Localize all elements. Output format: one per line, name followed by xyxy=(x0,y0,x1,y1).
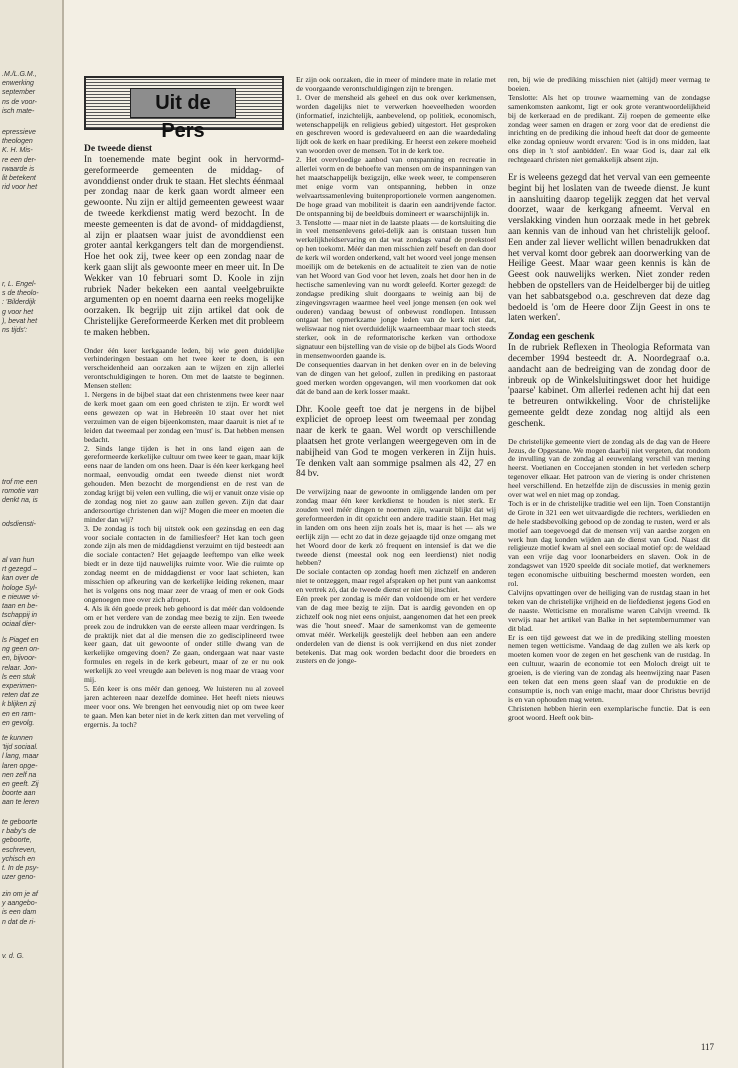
margin-fragment: ls Piaget en ng geen on- en, bijvoor- relaar. Jon- ls een stuk experimen- reten dat ze k blijken zij en en ram- en gevolg. xyxy=(2,637,40,727)
paragraph: 2. Sinds lange tijden is het in ons land eigen aan de gereformeerde kerkelijke cultuur om twee keer te gaan, maar kijk eens naar de landen om ons heen. Daar is één keer kerkgang heel normaal, eenvoudig omdat een tweede dienst niet wordt gehouden. Men bezocht de morgendienst en de rest van de zondag krijgt bij velen een vulling, die wij er vanuit onze visie op de zondag nog niet zo gauw aan zullen geven. Zijn dat daar andersoortige christenen dan wij? Mogen die meer en moeten die minder dan wij? xyxy=(84,443,284,524)
article-heading: Zondag een geschenk xyxy=(508,332,595,343)
paragraph: Tenslotte: Als het op trouwe waarneming van de zondagse samenkomsten aankomt, ligt er ook grote verantwoordelijkheid bij de kerkeraad en de predikant. Zij roepen de gemeente elke zondag weer samen en dragen er zorg voor dat de eredienst die inrichting en de prediking die inhoud heeft dat door de gemeente elke zondag opnieuw wordt ervaren: 'God is in ons midden, laat ons diep in 't stof aanbidden'. En waar God is, daar zal elk rechtgeaard christen niet gemakkelijk absent zijn. xyxy=(508,92,710,165)
paragraph: Er zijn ook oorzaken, die in meer of mindere mate in relatie met de voorgaande verontschuldigingen zijn te brengen. xyxy=(296,76,496,93)
paragraph-large: In de rubriek Reflexen in Theologia Reformata van december 1994 besteedt dr. A. Noordegraaf o.a. aandacht aan de bedreiging van de zondag door de inbreuk op de Winkelsluitingswet door het huidige 'paarse' kabinet. Om allerlei redenen acht hij dat een te betreuren ontwikkeling. Voor de christelijke gemeente geldt deze zondag nog altijd als een geschenk. xyxy=(508,343,710,429)
paragraph: Eén preek per zondag is méér dan voldoende om er het verdere van de dag mee bezig te zijn. Dat is aardig gevonden en op zichzelf ook nog niet eens onjuist, aangenomen dat het een preek was die 'hout sneed'. Maar de samenkomst van de gemeente omvat méér. Werkelijk geestelijk deel hebben aan een andere onderdelen van de dienst is ook verrijkend en dus niet zonder betekenis. Dat mag ook worden bedacht door die broeders en zusters en de jonge- xyxy=(296,594,496,666)
paragraph: 3. Tenslotte — maar niet in de laatste plaats — de kortsluiting die in veel mensenlevens gelei-delijk aan is ontstaan tussen hun werkelijkheidservaring en dat wat zondags vanaf de preekstoel op hen toekomt. Méér dan men misschien zelf beseft en dan door de kerk wil worden onderkend, valt het woord veel jonge mensen moeilijk om de betekenis en de actualiteit te zien van de notie van het Woord van God voor het leven, zoals het door hen in de hectische samenleving van nu wordt geleefd. Korter gezegd: de zondagse prediking sluit doorgaans te weinig aan bij de zingevingsvragen waarmee heel veel jonge mensen (en ook wel ouderen) vandaag bewust of onbewust rondlopen. Intussen ontgaat het opmerkzame jonge leden van de kerk niet dat, weliswaar nog niet overduidelijk waarneembaar maar toch steeds sterker, ook in de reformatorische kerken van orthodoxe signatuur een bijstelling van de visie op de bijbel als Gods Woord in mensenwoorden gaande is. xyxy=(296,217,496,361)
paragraph: De sociale contacten op zondag hoeft men zichzelf en anderen niet te ontzeggen, maar regel afspraken op het punt van aankomst en vertrek zó, dat de tweede dienst er niet bij inschiet. xyxy=(296,567,496,595)
column-1 xyxy=(84,76,284,730)
page-number: 117 xyxy=(700,1042,714,1052)
paragraph: 5. Eén keer is ons méér dan genoeg. We luisteren nu al zoveel jaren achtereen naar dezelfde dominee. Het heeft niets nieuws meer voor ons. We brengen het eenvoudig niet op om twee keer te gaan. Men kan beter niet in de kerk zitten dan met verveling of ergernis. Ja toch? xyxy=(84,683,284,729)
paragraph: Christenen hebben hierin een exemplarische functie. Dat is een groot woord. Heeft ook bin- xyxy=(508,703,710,722)
margin-fragment: te kunnen 'tijd sociaal. l lang, maar laren opge- nen zelf na en geeft. Zij boorte aan aan te leren xyxy=(2,735,39,807)
margin-fragment: odsdiensti- xyxy=(2,521,36,528)
paragraph: Er is een tijd geweest dat we in de prediking stelling moesten nemen tegen wetticisme. Vandaag de dag zullen we als kerk op moeten komen voor de zegen en het geschenk van de rustdag. In een cultuur, waarin de economie tot een Moloch dreigt uit te groeien, is de viering van de zondag als heenwijzing naar Pasen een teken dat een mens geen slaaf van de produktie en de consumptie is, noch van enige macht, maar door Christus bevrijd is en van ophouden mag weten. xyxy=(508,632,710,704)
margin-fragment: r, L. Engel- s de theolo- : 'Bilderdijk g voor het ), bevat het ns tijds': xyxy=(2,281,39,335)
paragraph: Calvijns opvattingen over de heiliging van de rustdag staan in het teken van de christelijke vrijheid en de liefdedienst jegens God en de naaste. Wetticisme en moralisme waren Calvijn vreemd. Ik verwijs naar het artikel van Balke in het septembernummer van dit blad. xyxy=(508,588,710,633)
column-2 xyxy=(296,76,496,666)
column-3 xyxy=(508,76,710,723)
section-header-box xyxy=(84,76,284,142)
paragraph-large: Dhr. Koole geeft toe dat je nergens in de bijbel expliciet de oproep leest om tweemaal per zondag naar de kerk te gaan. Wel wordt op verschillende plaatsen het grote verlangen weergegeven om in de nabijheid van God te mogen verkeren in Zijn huis. Te denken valt aan sommige psalmen als 42, 27 en 84 bv. xyxy=(296,404,496,480)
margin-fragment: al van hun rt gezegd – kan over de hologe Syl- e nieuwe vi- taan en be- tschappij in ociaal dier- xyxy=(2,557,40,629)
paragraph: Onder één keer kerkgaande leden, bij wie geen duidelijke verhinderingen bestaan om het twee keer te doen, is een verscheidenheid aan oorzaken aan te wijzen en zijn allerlei verontschuldigingen te horen. Om met de laatste te beginnen. Mensen stellen: xyxy=(84,345,284,391)
paragraph: De verwijzing naar de gewoonte in omliggende landen om per zondag maar één keer kerkdienst te houden is niet sterk. Er zouden veel méér dingen te noemen zijn, waaruit blijkt dat wij gereformeerden in dit opzicht een andere traditie staan. Het mag in landen om ons heen zijn zoals het is, maar is het — als we eerlijk zijn — echt zo dat in deze gejaagde tijd onze omgang met het Woord door de kerk zó frequent en intensief is dat we die tweede dienst (meestal ook nog een leerdienst) niet nodig hebben? xyxy=(296,487,496,568)
paragraph: 3. De zondag is toch bij uitstek ook een gezinsdag en een dag voor sociale contacten in de familiesfeer? Het kan toch geen zonde zijn als men de middagdienst verzuimt en tijd besteedt aan die sociale contacten? Het gejaagde leeftempo van elke week biedt er in deze tijd nauwelijks ruimte voor. Wie die ruimte op zondag neemt en de middagdienst er voor laat schieten, kan misschien op afkeuring van de kerkelijke leiding rekenen, maar het is volgens ons nog maar zeer de vraag of men er ook Gods ongenoegen mee over zich afroept. xyxy=(84,523,284,604)
paragraph: De consequenties daarvan in het denken over en in de beleving van de dingen van het geloof, zullen in prediking en pastoraat goed merken worden opgevangen, wil men voorkomen dat ook dát de band aan de kerk losser maakt. xyxy=(296,360,496,396)
section-title: Uit de Pers xyxy=(130,88,236,118)
paragraph: De christelijke gemeente viert de zondag als de dag van de Heere Jezus, de Opgestane. We mogen daarbij niet vergeten, dat rondom de invulling van de zondag al eeuwenlang verschil van mening heerst. Voetianen en Coccejanen stonden in het verleden scherp tegenover elkaar. Het patroon van de viering is onder christenen heel verschillend. En hetzelfde zijn de discussies in menig gezin over wat wel en niet mag op zondag. xyxy=(508,436,710,500)
article-intro: In toenemende mate begint ook in hervormd-gereformeerde gemeenten de middag- of avonddienst onder druk te staan. Het slechts éénmaal per zondag naar de kerk gaan wordt almeer een gewoonte. Nu zijn er altijd gemeenten geweest waar de tweede kerkdienst matig werd bezocht. In de meeste gemeenten is dat de avond- of middagdienst, al zijn er plaatsen waar juist de avonddienst een groter aantal kerkgangers telt dan de morgendienst. Hoe het ook zij, twee keer op een zondag naar de kerk gaan slijt als gewoonte meer en meer uit. In De Wekker van 10 februari somt D. Koole in zijn rubriek Nader bekeken een aantal veelgebruikte argumenten op en noemt daarna een reeks mogelijke oorzaken. Ik begrijp uit zijn artikel dat ook de Christelijke Gereformeerde Kerken met dit probleem te maken hebben. xyxy=(84,155,284,338)
margin-fragment: zin om je af y aangebo- is een dam n dat de ri- xyxy=(2,891,38,926)
article-heading: De tweede dienst xyxy=(84,144,153,154)
margin-fragment: v. d. G. xyxy=(2,953,25,960)
margin-fragment: trof me een romotie van denkt na, is xyxy=(2,479,39,505)
paragraph: 4. Als ik één goede preek heb gehoord is dat méér dan voldoende om er het verdere van de zondag mee bezig te zijn. Een tweede preek zou de indrukken van de eerste alleen maar verdringen. Is de praktijk niet dat al die mensen die zo gedisciplineerd twee keer gaan, dat uit gewoonte of onder stille dwang van de kerkelijke omgeving doen? Ze gaan, ondergaan wat naar vaste formules en regels in de kerk gebeurt, maar of ze er nu ook werkelijk zo veel vreugde aan beleven is nog maar de vraag voor mij. xyxy=(84,603,284,685)
article-body xyxy=(84,76,710,1036)
paragraph: 1. Nergens in de bijbel staat dat een christenmens twee keer naar de kerk moet gaan om een goed christen te zijn. Er wordt wel eens gewezen op wat in Hebreeën 10 staat over het niet verzuimen van de eigen bijeenkomsten, maar daaruit is niet af te leiden dat tweemaal per zondag een 'must' is. Dat hebben mensen bedacht. xyxy=(84,390,284,444)
previous-page-margin xyxy=(0,0,64,1068)
paragraph: 1. Over de mensheid als geheel en dus ook over kerkmensen, worden dagelijks niet te verwerken hoeveelheden woorden (informatief, inzichtelijk, aanbevelend, op politiek, economisch, wetenschappelijk en religieus gebied) uitgestort. Het gesproken en geschreven woord is gedevalueerd en aan die waardedaling lijdt ook de kerk en haar prediking. Er heerst een zekere moeheid van woorden over de mensen. Tot in de kerk toe. xyxy=(296,92,496,156)
margin-fragment: epressieve theologen K. H. Mis- re een der- rwaarde is lit betekent rid voor het xyxy=(2,129,38,192)
paragraph: ren, bij wie de prediking misschien niet (altijd) meer vermag te boeien. xyxy=(508,76,710,93)
margin-fragment: .M./L.G.M., enwerking september ns de voor- isch mate- xyxy=(2,71,37,115)
paragraph-large: Er is weleens gezegd dat het verval van een gemeente begint bij het loslaten van de tweede dienst. Je kunt in aansluiting daarop tegelijk zeggen dat het verval doorzet, waar de kerkgang afneemt. Verval en verslakking vinden hun oorzaak mede in het gebrek aan kennis van de inhoud van het christelijk geloof. Een ander zal liever wellicht willen benadrukken dat het verval komt door gebrek aan doorwerking van de Heilige Geest. Maar waar geen kennis is kàn de Geest ook nauwelijks werken. Niet zonder reden hebben de opstellers van de Heidelberger bij de uitleg van het sabbatsgebod o.a. geschreven dat deze dag bedoeld is 'om de Heere door Zijn Geest in ons te laten werken'. xyxy=(508,173,710,324)
paragraph: Toch is er in de christelijke traditie wel een lijn. Toen Constantijn de Grote in 321 een wet uitvaardigde die rechters, werklieden en de hele stadsbevolking gebood op de zondag te rusten, werd er als motief aan toegevoegd dat de mensen vrij van aardse zorgen en werk hun dag konden wijden aan de dienst van God. Naast dit religieuze motief kwam al snel een sociaal motief op: de weldaad van een vrije dag voor loonarbeiders en slaven. Ook in de zondagswet van 1920 speelde dit sociale motief, dat werknemers tegen economische uitbuiting beschermd moesten worden, een rol. xyxy=(508,498,710,589)
paragraph: 2. Het overvloedige aanbod van ontspanning en recreatie in allerlei vorm en de behoefte van mensen om de inspanningen van het maatschappelijk bezigzijn, elke week weer, te compenseren met enige vorm van ontspanning, hebben in onze welvaartssamenleving buitenproportionele vormen aangenomen. De hoge graad van mobiliteit is daarin een aandrijvende factor. De ontspanning bij de beeldbuis domineert er waarschijnlijk in. xyxy=(296,155,496,218)
margin-fragment: te geboorte r baby's de geboorte, eschreven, ychisch en t. In de psy- uzer geno- xyxy=(2,819,39,882)
